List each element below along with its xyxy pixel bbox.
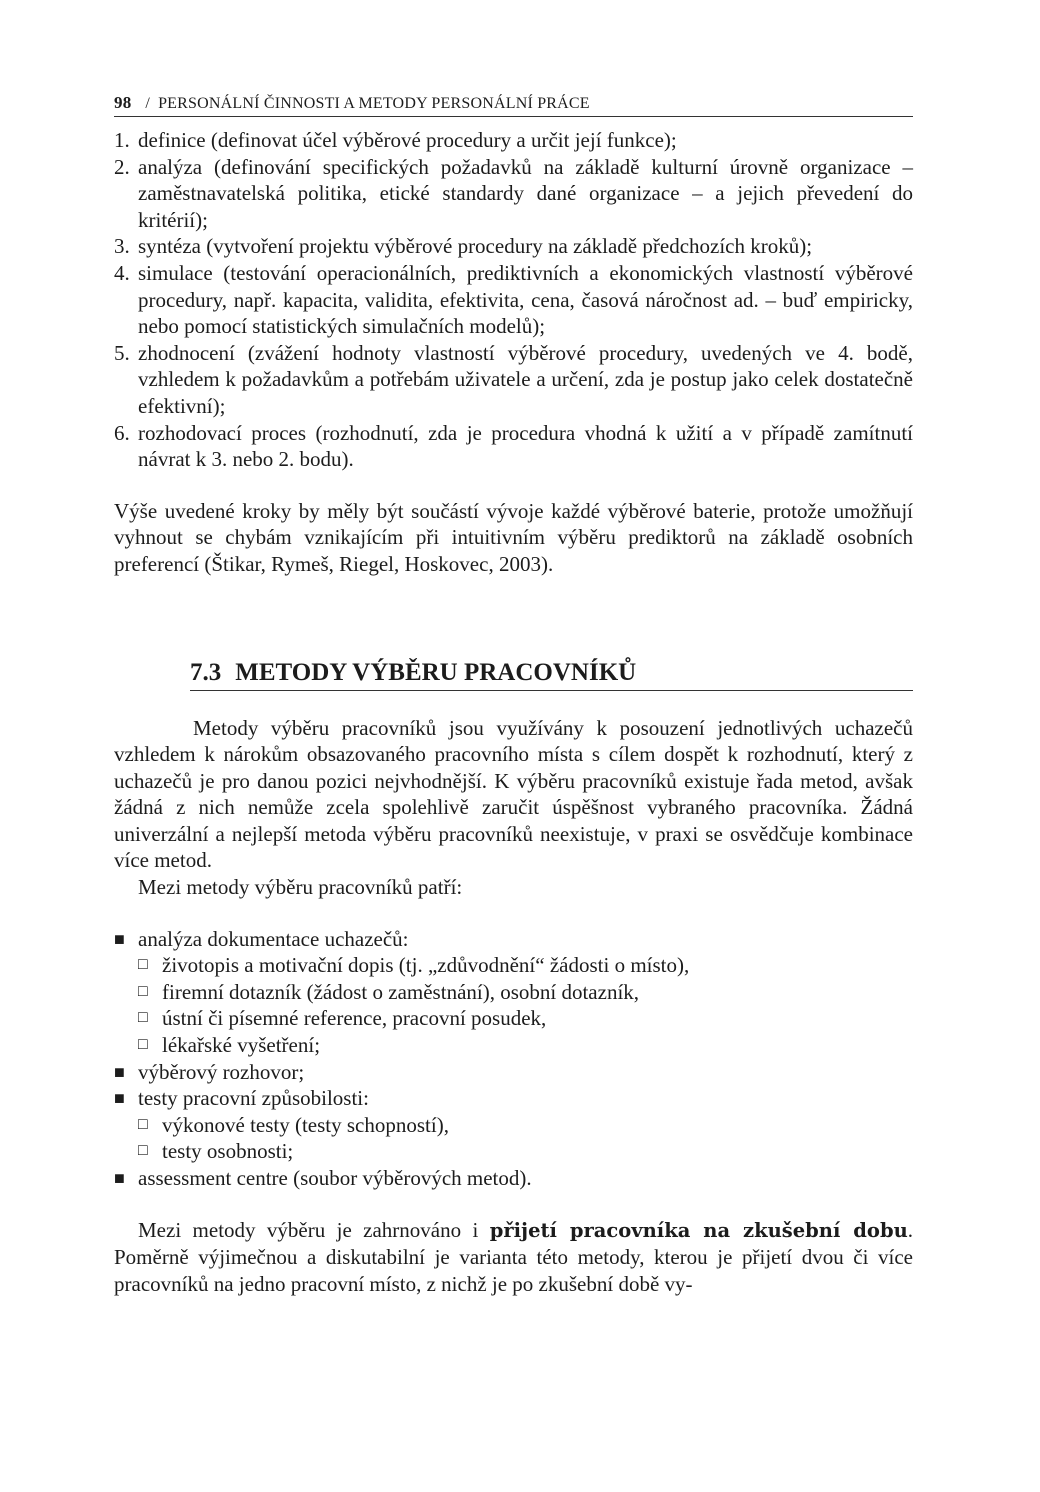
header-separator: / xyxy=(145,95,151,112)
list-item xyxy=(114,1085,913,1165)
list-item xyxy=(114,1059,913,1086)
sub-item-text: životopis a motivační dopis (tj. „zdůvodnění“ žádosti o místo), xyxy=(162,953,690,978)
methods-list xyxy=(114,926,913,1192)
sub-list-item xyxy=(138,952,913,979)
step-number: 2. xyxy=(114,154,130,179)
step-number: 3. xyxy=(114,234,130,259)
sub-list-item xyxy=(138,1112,913,1139)
step-text: simulace (testování operacionálních, prediktivních a ekonomických vlastností výběrové procedury, např. kapacita, validita, efektivita, cena, časová náročnost ad. – buď empiricky, nebo pomocí statistických simulačních modelů); xyxy=(138,260,913,339)
step-text: definice (definovat účel výběrové procedury a určit její funkce); xyxy=(138,128,677,152)
methods-lead-in: Mezi metody výběru pracovníků patří: xyxy=(138,875,463,900)
sub-list-item xyxy=(138,1138,913,1165)
step-text: rozhodovací proces (rozhodnutí, zda je procedura vhodná k užití a v případě zamítnutí návrat k 3. nebo 2. bodu). xyxy=(138,420,913,472)
method-text: assessment centre (soubor výběrových metod). xyxy=(138,1166,532,1190)
method-text: analýza dokumentace uchazečů: xyxy=(138,926,409,951)
hollow-square-bullet-icon: □ xyxy=(138,1036,148,1054)
hollow-square-bullet-icon: □ xyxy=(138,1142,148,1160)
method-text: výběrový rozhovor; xyxy=(138,1059,305,1084)
body-paragraph: Výše uvedené kroky by měly být součástí vývoje každé výběrové baterie, protože umožňují vyhnout se chybám vznikajícím při intuitivním výběru prediktorů na základě osobních preferencí (Štikar, Rymeš, Riegel, Hoskovec, 2003). xyxy=(114,498,913,576)
hollow-square-bullet-icon: □ xyxy=(138,1115,148,1133)
page-number: 98 xyxy=(114,93,132,112)
header-title: PERSONÁLNÍ ČINNOSTI A METODY PERSONÁLNÍ PRÁCE xyxy=(158,95,590,112)
hollow-square-bullet-icon: □ xyxy=(138,1009,148,1027)
sub-list xyxy=(138,952,913,1058)
sub-list-item xyxy=(138,1032,913,1059)
bold-emphasis: přijetí pracovníka na zkušební dobu xyxy=(489,1218,908,1242)
sub-item-text: výkonové testy (testy schopností), xyxy=(162,1112,449,1137)
sub-list-item xyxy=(138,1005,913,1032)
document-page xyxy=(114,90,913,1297)
section-number: 7.3 xyxy=(190,658,222,686)
list-item xyxy=(114,127,913,154)
list-item xyxy=(114,154,913,234)
step-number: 4. xyxy=(114,260,130,285)
method-text: testy pracovní způsobilosti: xyxy=(138,1086,369,1111)
closing-text-end: . Poměrně výjimečnou a diskutabilní je varianta této metody, kterou je přijetí dvou či více pracovníků na jedno pracovní místo, z nichž je po zkušební době vy- xyxy=(114,1217,914,1296)
step-number: 5. xyxy=(114,340,130,365)
square-bullet-icon: ■ xyxy=(114,1168,125,1188)
sub-item-text: ústní či písemné reference, pracovní posudek, xyxy=(162,1006,547,1031)
procedure-steps-list xyxy=(114,127,913,473)
hollow-square-bullet-icon: □ xyxy=(138,982,148,1000)
square-bullet-icon: ■ xyxy=(114,928,125,949)
square-bullet-icon: ■ xyxy=(114,1088,125,1109)
section-title-text: METODY VÝBĚRU PRACOVNÍKŮ xyxy=(235,658,637,686)
list-item xyxy=(114,420,913,473)
hollow-square-bullet-icon: □ xyxy=(138,956,148,974)
sub-item-text: firemní dotazník (žádost o zaměstnání), osobní dotazník, xyxy=(162,979,640,1004)
square-bullet-icon: ■ xyxy=(114,1061,125,1082)
step-text: syntéza (vytvoření projektu výběrové procedury na základě předchozích kroků); xyxy=(138,234,813,259)
list-item xyxy=(114,260,913,340)
list-item xyxy=(114,340,913,420)
step-text: zhodnocení (zvážení hodnoty vlastností výběrové procedury, uvedených ve 4. bodě, vzhledem k požadavkům a potřebám uživatele a určení, zda je postup jako celek dostatečně efektivní); xyxy=(138,340,913,418)
list-item xyxy=(114,1165,913,1192)
intro-paragraph: Metody výběru pracovníků jsou využívány k posouzení jednotlivých uchazečů vzhledem k nárokům obsazovaného pracovního místa s cílem dospět k rozhodnutí, který z uchazečů je pro danou pozici nejvhodnější. K výběru pracovníků existuje řada metod, avšak žádná z nich nemůže zcela spolehlivě zaručit úspěšnost vybraného pracovníka. Žádná univerzální a nejlepší metoda výběru pracovníků neexistuje, v praxi se osvědčuje kombinace více metod. xyxy=(114,715,913,873)
sub-item-text: lékařské vyšetření; xyxy=(162,1033,321,1058)
list-item xyxy=(114,926,913,1059)
sub-list-item xyxy=(138,979,913,1006)
step-text: analýza (definování specifických požadavků na základě kulturní úrovně organizace – zaměstnavatelská politika, etické standardy dané organizace – a jejich převedení do kritérií); xyxy=(138,154,913,232)
running-header xyxy=(114,90,913,117)
list-item xyxy=(114,233,913,260)
closing-paragraph xyxy=(114,1217,913,1298)
sub-list xyxy=(138,1112,913,1165)
closing-text-start: Mezi metody výběru je zahrnováno i xyxy=(138,1217,490,1242)
step-number: 1. xyxy=(114,128,130,152)
step-number: 6. xyxy=(114,420,130,445)
sub-item-text: testy osobnosti; xyxy=(162,1139,294,1164)
section-heading xyxy=(190,656,913,691)
